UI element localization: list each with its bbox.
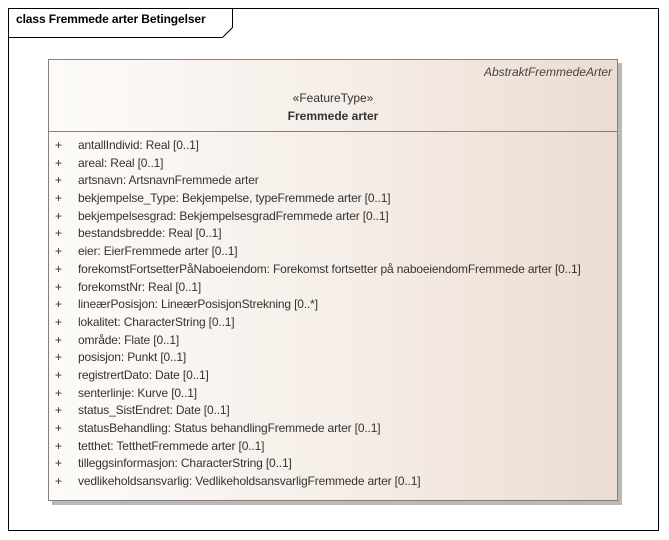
attribute-row[interactable] — [49, 368, 617, 386]
visibility-marker: + — [55, 261, 63, 276]
attribute-row[interactable] — [49, 191, 617, 209]
visibility-marker: + — [55, 226, 63, 241]
visibility-marker: + — [55, 421, 63, 435]
attribute-text: senterlinje: Kurve [0..1] — [78, 385, 197, 400]
visibility-marker: + — [55, 367, 63, 382]
visibility-marker: + — [55, 173, 63, 188]
attribute-text: antallIndivid: Real [0..1] — [78, 138, 199, 152]
attribute-text: statusBehandling: Status behandlingFremmede arter [0..1] — [78, 421, 381, 435]
attribute-row[interactable] — [49, 439, 617, 457]
visibility-marker: + — [55, 244, 63, 259]
attribute-row[interactable] — [49, 350, 617, 368]
attribute-row[interactable] — [49, 138, 617, 156]
visibility-marker: + — [55, 474, 63, 489]
attribute-text: bestandsbredde: Real [0..1] — [78, 226, 222, 241]
frame-title: class Fremmede arter Betingelser — [16, 12, 206, 26]
class-name: Fremmede arter — [287, 109, 379, 123]
attribute-compartment — [49, 138, 617, 492]
visibility-marker: + — [55, 456, 63, 471]
attribute-text: bekjempelsesgrad: BekjempelsesgradFremmede arter [0..1] — [78, 208, 389, 223]
visibility-marker: + — [55, 350, 63, 365]
visibility-marker: + — [55, 438, 63, 453]
attribute-row[interactable] — [49, 156, 617, 174]
attribute-row[interactable] — [49, 474, 617, 492]
class-box-fremmede-arter[interactable] — [48, 59, 618, 501]
attribute-text: vedlikeholdsansvarlig: VedlikeholdsansvarligFremmede arter [0..1] — [78, 474, 421, 489]
attribute-text: bekjempelse_Type: Bekjempelse, typeFremmede arter [0..1] — [78, 191, 391, 206]
attribute-row[interactable] — [49, 244, 617, 262]
attribute-row[interactable] — [49, 262, 617, 280]
attribute-row[interactable] — [49, 333, 617, 351]
attribute-row[interactable] — [49, 456, 617, 474]
attribute-text: tilleggsinformasjon: CharacterString [0..1] — [78, 456, 292, 471]
attribute-text: lokalitet: CharacterString [0..1] — [78, 314, 235, 329]
attribute-text: artsnavn: ArtsnavnFremmede arter — [78, 173, 259, 188]
attribute-row[interactable] — [49, 280, 617, 298]
attribute-row[interactable] — [49, 421, 617, 439]
visibility-marker: + — [55, 138, 63, 152]
attribute-row[interactable] — [49, 403, 617, 421]
attribute-text: registrertDato: Date [0..1] — [78, 367, 209, 382]
attribute-text: område: Flate [0..1] — [78, 332, 180, 347]
attribute-row[interactable] — [49, 315, 617, 333]
attribute-text: lineærPosisjon: LineærPosisjonStrekning [0..*] — [78, 297, 318, 312]
parent-class-name: AbstraktFremmedeArter — [483, 65, 612, 79]
visibility-marker: + — [55, 332, 63, 347]
attribute-row[interactable] — [49, 173, 617, 191]
visibility-marker: + — [55, 155, 63, 170]
attribute-row[interactable] — [49, 297, 617, 315]
class-header — [49, 60, 617, 132]
attribute-row[interactable] — [49, 386, 617, 404]
attribute-text: forekomstNr: Real [0..1] — [78, 279, 202, 294]
visibility-marker: + — [55, 385, 63, 400]
attribute-row[interactable] — [49, 209, 617, 227]
attribute-text: eier: EierFremmede arter [0..1] — [78, 244, 238, 259]
visibility-marker: + — [55, 279, 63, 294]
attribute-row[interactable] — [49, 226, 617, 244]
attribute-text: forekomstFortsetterPåNaboeiendom: Forekomst fortsetter på naboeiendomFremmede arter [0..1] — [78, 261, 581, 276]
attribute-text: posisjon: Punkt [0..1] — [78, 350, 187, 365]
visibility-marker: + — [55, 314, 63, 329]
class-stereotype: «FeatureType» — [292, 91, 374, 105]
visibility-marker: + — [55, 297, 63, 312]
visibility-marker: + — [55, 191, 63, 206]
visibility-marker: + — [55, 403, 63, 418]
attribute-text: areal: Real [0..1] — [78, 155, 164, 170]
attribute-text: tetthet: TetthetFremmede arter [0..1] — [78, 438, 265, 453]
visibility-marker: + — [55, 208, 63, 223]
attribute-text: status_SistEndret: Date [0..1] — [78, 403, 230, 418]
